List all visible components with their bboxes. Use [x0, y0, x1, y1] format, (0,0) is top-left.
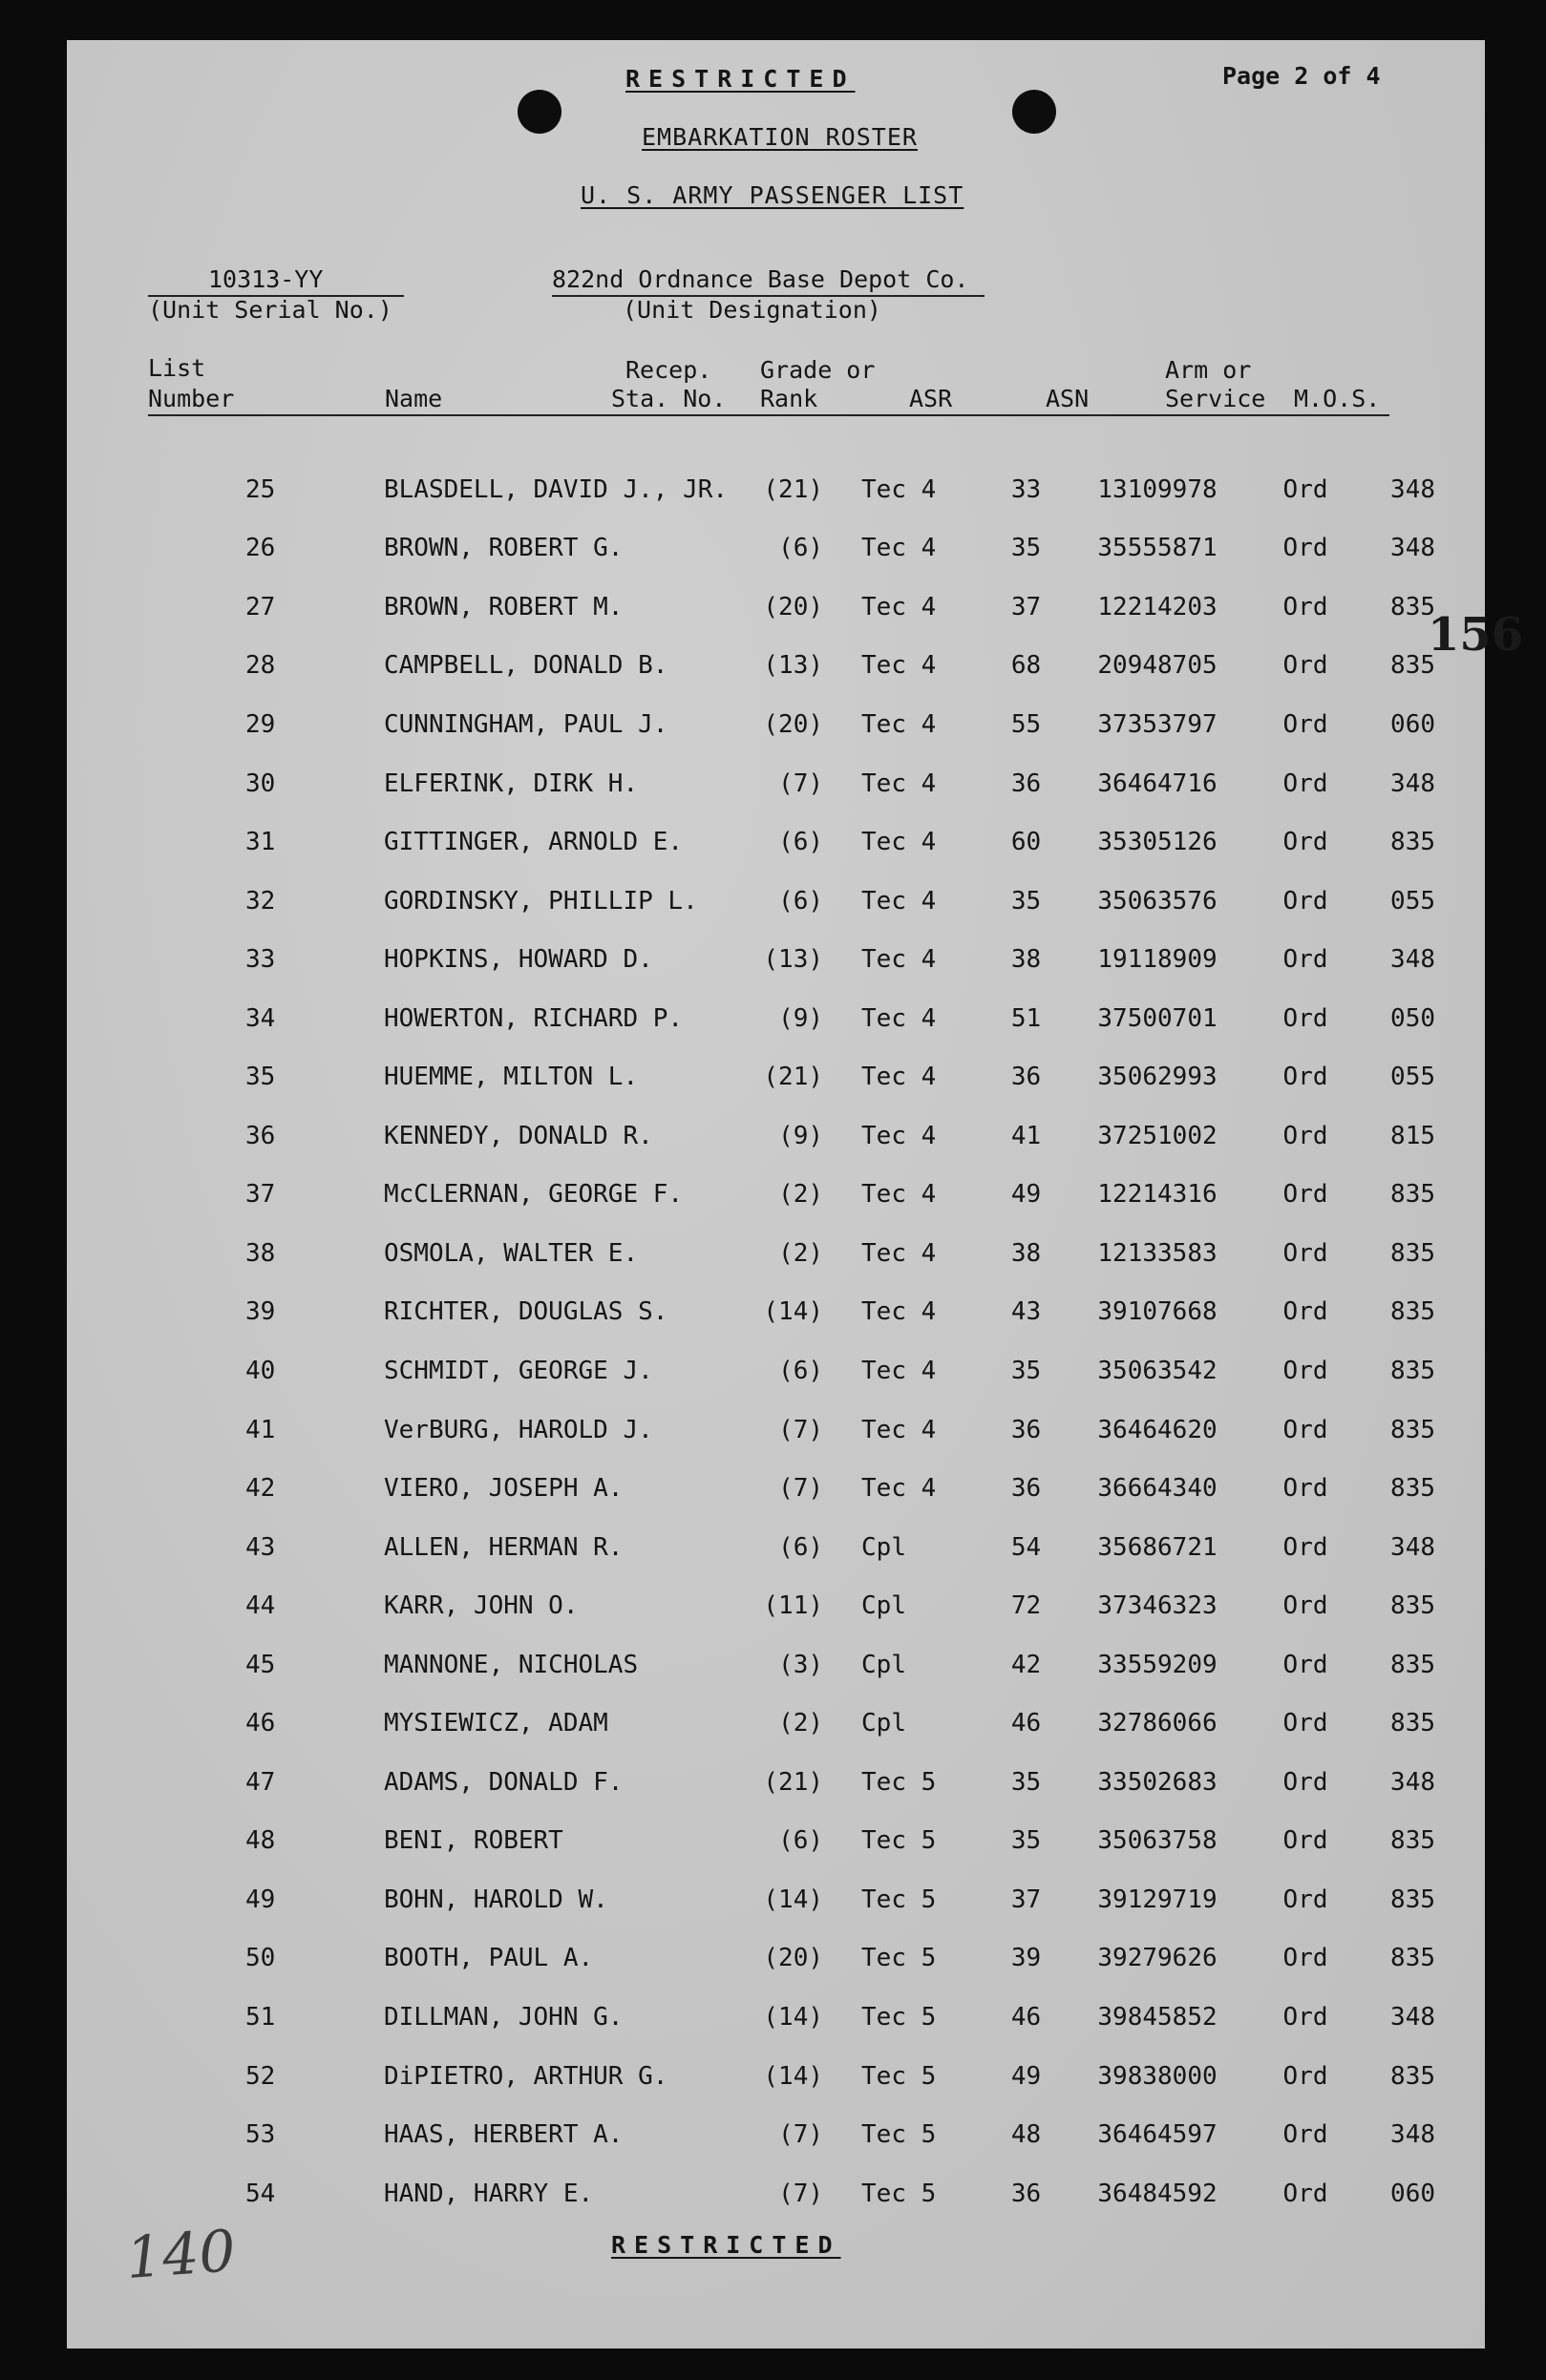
- roster-table: [134, 460, 1468, 2222]
- arm-service: Ord: [1282, 1063, 1328, 1092]
- list-number: 41: [245, 1415, 276, 1444]
- recep-station: (9): [778, 1003, 824, 1033]
- arm-service: Ord: [1282, 651, 1328, 681]
- list-number: 42: [245, 1474, 276, 1504]
- army-serial-number: 33502683: [1097, 1767, 1218, 1797]
- person-name: ADAMS, DONALD F.: [384, 1767, 624, 1797]
- recep-station: (13): [763, 945, 824, 975]
- list-number: 50: [245, 1944, 276, 1973]
- mos-code: 348: [1390, 474, 1436, 504]
- asr-score: 35: [1010, 534, 1042, 563]
- grade-rank: Tec 4: [861, 474, 937, 504]
- list-number: 54: [245, 2179, 276, 2208]
- grade-rank: Tec 4: [861, 1238, 937, 1268]
- person-name: BOHN, HAROLD W.: [384, 1885, 608, 1914]
- army-serial-number: 35063542: [1097, 1356, 1218, 1385]
- asr-score: 33: [1010, 474, 1042, 504]
- person-name: HAND, HARRY E.: [384, 2179, 594, 2208]
- list-number: 53: [245, 2120, 276, 2150]
- recep-station: (6): [778, 1532, 824, 1562]
- table-row: [134, 1870, 1468, 1929]
- arm-service: Ord: [1282, 709, 1328, 739]
- person-name: HOWERTON, RICHARD P.: [384, 1003, 684, 1033]
- army-serial-number: 12214316: [1097, 1180, 1218, 1210]
- recep-station: (21): [763, 1767, 824, 1797]
- arm-service: Ord: [1282, 1532, 1328, 1562]
- recep-station: (2): [778, 1238, 824, 1268]
- person-name: MANNONE, NICHOLAS: [384, 1650, 639, 1679]
- asr-score: 35: [1010, 1826, 1042, 1856]
- person-name: VerBURG, HAROLD J.: [384, 1415, 653, 1444]
- asr-score: 36: [1010, 1415, 1042, 1444]
- col-grade-2: Rank: [760, 385, 818, 412]
- recep-station: (7): [778, 769, 824, 798]
- army-serial-number: 12133583: [1097, 1238, 1218, 1268]
- table-row: [134, 1166, 1468, 1225]
- army-serial-number: 39107668: [1097, 1297, 1218, 1327]
- arm-service: Ord: [1282, 2061, 1328, 2091]
- person-name: HOPKINS, HOWARD D.: [384, 945, 653, 975]
- recep-station: (6): [778, 828, 824, 857]
- classification-header: RESTRICTED: [625, 65, 856, 93]
- recep-station: (7): [778, 1415, 824, 1444]
- mos-code: 060: [1390, 2179, 1436, 2208]
- grade-rank: Tec 4: [861, 1415, 937, 1444]
- army-serial-number: 39279626: [1097, 1944, 1218, 1973]
- mos-code: 835: [1390, 1474, 1436, 1504]
- mos-code: 835: [1390, 1885, 1436, 1914]
- list-number: 35: [245, 1063, 276, 1092]
- table-row: [134, 754, 1468, 813]
- army-serial-number: 36464597: [1097, 2120, 1218, 2150]
- grade-rank: Tec 5: [861, 2061, 937, 2091]
- recep-station: (20): [763, 709, 824, 739]
- recep-station: (21): [763, 1063, 824, 1092]
- unit-serial-caption: (Unit Serial No.): [148, 296, 392, 324]
- margin-stamp: 156: [1428, 608, 1524, 662]
- arm-service: Ord: [1282, 1121, 1328, 1150]
- list-number: 51: [245, 2002, 276, 2032]
- asr-score: 35: [1010, 1356, 1042, 1385]
- unit-designation: 822nd Ordnance Base Depot Co.: [552, 265, 969, 293]
- table-row: [134, 812, 1468, 872]
- unit-designation-caption: (Unit Designation): [623, 296, 881, 324]
- arm-service: Ord: [1282, 1767, 1328, 1797]
- arm-service: Ord: [1282, 534, 1328, 563]
- person-name: DILLMAN, JOHN G.: [384, 2002, 624, 2032]
- army-serial-number: 35555871: [1097, 534, 1218, 563]
- col-arm-1: Arm or: [1165, 356, 1252, 384]
- grade-rank: Tec 5: [861, 2002, 937, 2032]
- recep-station: (7): [778, 1474, 824, 1504]
- table-row: [134, 2105, 1468, 2164]
- arm-service: Ord: [1282, 1003, 1328, 1033]
- grade-rank: Tec 5: [861, 1826, 937, 1856]
- table-row: [134, 989, 1468, 1048]
- grade-rank: Tec 4: [861, 886, 937, 916]
- person-name: ALLEN, HERMAN R.: [384, 1532, 624, 1562]
- asr-score: 38: [1010, 1238, 1042, 1268]
- table-row: [134, 460, 1468, 519]
- recep-station: (20): [763, 592, 824, 621]
- mos-code: 835: [1390, 1944, 1436, 1973]
- table-row: [134, 1106, 1468, 1166]
- mos-code: 835: [1390, 1297, 1436, 1327]
- list-number: 30: [245, 769, 276, 798]
- table-row: [134, 872, 1468, 931]
- person-name: KENNEDY, DONALD R.: [384, 1121, 653, 1150]
- asr-score: 46: [1010, 2002, 1042, 2032]
- table-row: [134, 1635, 1468, 1695]
- arm-service: Ord: [1282, 1709, 1328, 1738]
- asr-score: 39: [1010, 1944, 1042, 1973]
- army-serial-number: 33559209: [1097, 1650, 1218, 1679]
- army-serial-number: 13109978: [1097, 474, 1218, 504]
- asr-score: 49: [1010, 1180, 1042, 1210]
- mos-code: 835: [1390, 1826, 1436, 1856]
- table-row: [134, 2047, 1468, 2106]
- arm-service: Ord: [1282, 1885, 1328, 1914]
- grade-rank: Tec 4: [861, 1474, 937, 1504]
- table-row: [134, 1929, 1468, 1989]
- arm-service: Ord: [1282, 474, 1328, 504]
- list-number: 27: [245, 592, 276, 621]
- list-number: 32: [245, 886, 276, 916]
- recep-station: (6): [778, 1356, 824, 1385]
- asr-score: 36: [1010, 1063, 1042, 1092]
- grade-rank: Tec 4: [861, 1003, 937, 1033]
- table-row: [134, 1401, 1468, 1460]
- arm-service: Ord: [1282, 828, 1328, 857]
- col-asr: ASR: [909, 385, 953, 412]
- table-row: [134, 1047, 1468, 1106]
- asr-score: 41: [1010, 1121, 1042, 1150]
- list-number: 44: [245, 1591, 276, 1621]
- mos-code: 348: [1390, 2002, 1436, 2032]
- list-number: 29: [245, 709, 276, 739]
- army-serial-number: 36664340: [1097, 1474, 1218, 1504]
- person-name: OSMOLA, WALTER E.: [384, 1238, 639, 1268]
- grade-rank: Tec 4: [861, 651, 937, 681]
- asr-score: 37: [1010, 1885, 1042, 1914]
- mos-code: 348: [1390, 945, 1436, 975]
- arm-service: Ord: [1282, 1180, 1328, 1210]
- mos-code: 348: [1390, 2120, 1436, 2150]
- arm-service: Ord: [1282, 1944, 1328, 1973]
- list-number: 38: [245, 1238, 276, 1268]
- recep-station: (14): [763, 2002, 824, 2032]
- page-number: Page 2 of 4: [1222, 62, 1381, 90]
- asr-score: 68: [1010, 651, 1042, 681]
- grade-rank: Tec 4: [861, 534, 937, 563]
- document-title: EMBARKATION ROSTER: [642, 123, 918, 151]
- list-number: 28: [245, 651, 276, 681]
- table-row: [134, 2164, 1468, 2223]
- army-serial-number: 12214203: [1097, 592, 1218, 621]
- recep-station: (9): [778, 1121, 824, 1150]
- army-serial-number: 36484592: [1097, 2179, 1218, 2208]
- table-row: [134, 1224, 1468, 1283]
- army-serial-number: 19118909: [1097, 945, 1218, 975]
- person-name: BLASDELL, DAVID J., JR.: [384, 474, 729, 504]
- mos-code: 348: [1390, 534, 1436, 563]
- document-subtitle: U. S. ARMY PASSENGER LIST: [581, 181, 964, 209]
- asr-score: 48: [1010, 2120, 1042, 2150]
- recep-station: (20): [763, 1944, 824, 1973]
- recep-station: (14): [763, 1885, 824, 1914]
- mos-code: 835: [1390, 592, 1436, 621]
- recep-station: (6): [778, 534, 824, 563]
- army-serial-number: 37346323: [1097, 1591, 1218, 1621]
- army-serial-number: 35063758: [1097, 1826, 1218, 1856]
- recep-station: (21): [763, 474, 824, 504]
- arm-service: Ord: [1282, 592, 1328, 621]
- asr-score: 35: [1010, 886, 1042, 916]
- col-recep-1: Recep.: [625, 356, 712, 384]
- grade-rank: Tec 4: [861, 592, 937, 621]
- list-number: 47: [245, 1767, 276, 1797]
- army-serial-number: 39845852: [1097, 2002, 1218, 2032]
- recep-station: (11): [763, 1591, 824, 1621]
- arm-service: Ord: [1282, 1650, 1328, 1679]
- recep-station: (2): [778, 1709, 824, 1738]
- table-row: [134, 578, 1468, 637]
- list-number: 39: [245, 1297, 276, 1327]
- arm-service: Ord: [1282, 2179, 1328, 2208]
- table-row: [134, 637, 1468, 696]
- person-name: GITTINGER, ARNOLD E.: [384, 828, 684, 857]
- person-name: BROWN, ROBERT M.: [384, 592, 624, 621]
- table-row: [134, 1576, 1468, 1635]
- asr-score: 36: [1010, 1474, 1042, 1504]
- person-name: DiPIETRO, ARTHUR G.: [384, 2061, 668, 2091]
- grade-rank: Cpl: [861, 1709, 906, 1738]
- table-row: [134, 519, 1468, 579]
- col-mos: M.O.S.: [1294, 385, 1381, 412]
- grade-rank: Tec 4: [861, 709, 937, 739]
- arm-service: Ord: [1282, 2120, 1328, 2150]
- asr-score: 38: [1010, 945, 1042, 975]
- arm-service: Ord: [1282, 1826, 1328, 1856]
- asr-score: 43: [1010, 1297, 1042, 1327]
- recep-station: (7): [778, 2120, 824, 2150]
- army-serial-number: 35062993: [1097, 1063, 1218, 1092]
- army-serial-number: 39129719: [1097, 1885, 1218, 1914]
- asr-score: 60: [1010, 828, 1042, 857]
- mos-code: 055: [1390, 1063, 1436, 1092]
- mos-code: 835: [1390, 828, 1436, 857]
- grade-rank: Tec 5: [861, 1767, 937, 1797]
- grade-rank: Tec 4: [861, 1356, 937, 1385]
- classification-footer: RESTRICTED: [611, 2231, 841, 2259]
- table-row: [134, 1459, 1468, 1518]
- asr-score: 36: [1010, 769, 1042, 798]
- person-name: CAMPBELL, DONALD B.: [384, 651, 668, 681]
- list-number: 33: [245, 945, 276, 975]
- table-row: [134, 1694, 1468, 1753]
- arm-service: Ord: [1282, 1415, 1328, 1444]
- person-name: VIERO, JOSEPH A.: [384, 1474, 624, 1504]
- mos-code: 835: [1390, 1591, 1436, 1621]
- grade-rank: Tec 4: [861, 828, 937, 857]
- table-row: [134, 1341, 1468, 1401]
- list-number: 48: [245, 1826, 276, 1856]
- army-serial-number: 20948705: [1097, 651, 1218, 681]
- person-name: SCHMIDT, GEORGE J.: [384, 1356, 653, 1385]
- recep-station: (2): [778, 1180, 824, 1210]
- army-serial-number: 39838000: [1097, 2061, 1218, 2091]
- unit-serial-number: 10313-YY: [208, 265, 324, 293]
- col-arm-2: Service: [1165, 385, 1266, 412]
- col-name: Name: [385, 385, 443, 412]
- person-name: BENI, ROBERT: [384, 1826, 563, 1856]
- document-page: [67, 40, 1524, 2348]
- grade-rank: Tec 5: [861, 1885, 937, 1914]
- mos-code: 835: [1390, 1650, 1436, 1679]
- mos-code: 815: [1390, 1121, 1436, 1150]
- mos-code: 835: [1390, 1709, 1436, 1738]
- person-name: BOOTH, PAUL A.: [384, 1944, 594, 1973]
- punch-hole-left: [518, 90, 561, 134]
- person-name: CUNNINGHAM, PAUL J.: [384, 709, 668, 739]
- mos-code: 348: [1390, 769, 1436, 798]
- asr-score: 42: [1010, 1650, 1042, 1679]
- mos-code: 055: [1390, 886, 1436, 916]
- recep-station: (13): [763, 651, 824, 681]
- col-grade-1: Grade or: [760, 356, 876, 384]
- asr-score: 49: [1010, 2061, 1042, 2091]
- arm-service: Ord: [1282, 1356, 1328, 1385]
- list-number: 43: [245, 1532, 276, 1562]
- table-row: [134, 1753, 1468, 1812]
- asr-score: 37: [1010, 592, 1042, 621]
- asr-score: 35: [1010, 1767, 1042, 1797]
- grade-rank: Tec 4: [861, 1063, 937, 1092]
- punch-hole-right: [1012, 90, 1056, 134]
- mos-code: 835: [1390, 651, 1436, 681]
- table-row: [134, 1988, 1468, 2047]
- recep-station: (3): [778, 1650, 824, 1679]
- mos-code: 348: [1390, 1532, 1436, 1562]
- list-number: 26: [245, 534, 276, 563]
- army-serial-number: 32786066: [1097, 1709, 1218, 1738]
- list-number: 40: [245, 1356, 276, 1385]
- arm-service: Ord: [1282, 1591, 1328, 1621]
- table-row: [134, 1812, 1468, 1871]
- arm-service: Ord: [1282, 945, 1328, 975]
- mos-code: 348: [1390, 1767, 1436, 1797]
- list-number: 46: [245, 1709, 276, 1738]
- mos-code: 835: [1390, 1180, 1436, 1210]
- col-list-number-2: Number: [148, 385, 235, 412]
- army-serial-number: 37353797: [1097, 709, 1218, 739]
- person-name: HUEMME, MILTON L.: [384, 1063, 639, 1092]
- arm-service: Ord: [1282, 769, 1328, 798]
- asr-score: 72: [1010, 1591, 1042, 1621]
- person-name: BROWN, ROBERT G.: [384, 534, 624, 563]
- grade-rank: Cpl: [861, 1591, 906, 1621]
- person-name: GORDINSKY, PHILLIP L.: [384, 886, 698, 916]
- asr-score: 54: [1010, 1532, 1042, 1562]
- grade-rank: Tec 5: [861, 1944, 937, 1973]
- arm-service: Ord: [1282, 886, 1328, 916]
- header-underline: [148, 414, 1389, 416]
- asr-score: 46: [1010, 1709, 1042, 1738]
- person-name: ELFERINK, DIRK H.: [384, 769, 639, 798]
- army-serial-number: 36464620: [1097, 1415, 1218, 1444]
- arm-service: Ord: [1282, 1297, 1328, 1327]
- person-name: KARR, JOHN O.: [384, 1591, 579, 1621]
- list-number: 34: [245, 1003, 276, 1033]
- person-name: MYSIEWICZ, ADAM: [384, 1709, 608, 1738]
- table-row: [134, 1283, 1468, 1342]
- grade-rank: Cpl: [861, 1532, 906, 1562]
- recep-station: (6): [778, 886, 824, 916]
- person-name: HAAS, HERBERT A.: [384, 2120, 624, 2150]
- asr-score: 55: [1010, 709, 1042, 739]
- list-number: 52: [245, 2061, 276, 2091]
- army-serial-number: 35686721: [1097, 1532, 1218, 1562]
- army-serial-number: 35305126: [1097, 828, 1218, 857]
- mos-code: 060: [1390, 709, 1436, 739]
- grade-rank: Tec 4: [861, 1297, 937, 1327]
- arm-service: Ord: [1282, 1474, 1328, 1504]
- person-name: RICHTER, DOUGLAS S.: [384, 1297, 668, 1327]
- mos-code: 835: [1390, 1415, 1436, 1444]
- asr-score: 51: [1010, 1003, 1042, 1033]
- asr-score: 36: [1010, 2179, 1042, 2208]
- arm-service: Ord: [1282, 1238, 1328, 1268]
- army-serial-number: 36464716: [1097, 769, 1218, 798]
- grade-rank: Tec 4: [861, 945, 937, 975]
- recep-station: (6): [778, 1826, 824, 1856]
- recep-station: (14): [763, 1297, 824, 1327]
- col-recep-2: Sta. No.: [611, 385, 727, 412]
- grade-rank: Cpl: [861, 1650, 906, 1679]
- grade-rank: Tec 5: [861, 2179, 937, 2208]
- table-row: [134, 930, 1468, 989]
- grade-rank: Tec 4: [861, 1180, 937, 1210]
- grade-rank: Tec 5: [861, 2120, 937, 2150]
- col-list-number-1: List: [148, 354, 206, 382]
- grade-rank: Tec 4: [861, 1121, 937, 1150]
- army-serial-number: 37251002: [1097, 1121, 1218, 1150]
- arm-service: Ord: [1282, 2002, 1328, 2032]
- army-serial-number: 37500701: [1097, 1003, 1218, 1033]
- table-row: [134, 695, 1468, 754]
- grade-rank: Tec 4: [861, 769, 937, 798]
- table-row: [134, 1518, 1468, 1577]
- list-number: 45: [245, 1650, 276, 1679]
- mos-code: 835: [1390, 1238, 1436, 1268]
- mos-code: 835: [1390, 1356, 1436, 1385]
- list-number: 25: [245, 474, 276, 504]
- list-number: 36: [245, 1121, 276, 1150]
- col-asn: ASN: [1046, 385, 1090, 412]
- mos-code: 050: [1390, 1003, 1436, 1033]
- recep-station: (7): [778, 2179, 824, 2208]
- list-number: 49: [245, 1885, 276, 1914]
- list-number: 31: [245, 828, 276, 857]
- recep-station: (14): [763, 2061, 824, 2091]
- person-name: McCLERNAN, GEORGE F.: [384, 1180, 684, 1210]
- army-serial-number: 35063576: [1097, 886, 1218, 916]
- handwritten-note: 140: [123, 2218, 238, 2292]
- mos-code: 835: [1390, 2061, 1436, 2091]
- list-number: 37: [245, 1180, 276, 1210]
